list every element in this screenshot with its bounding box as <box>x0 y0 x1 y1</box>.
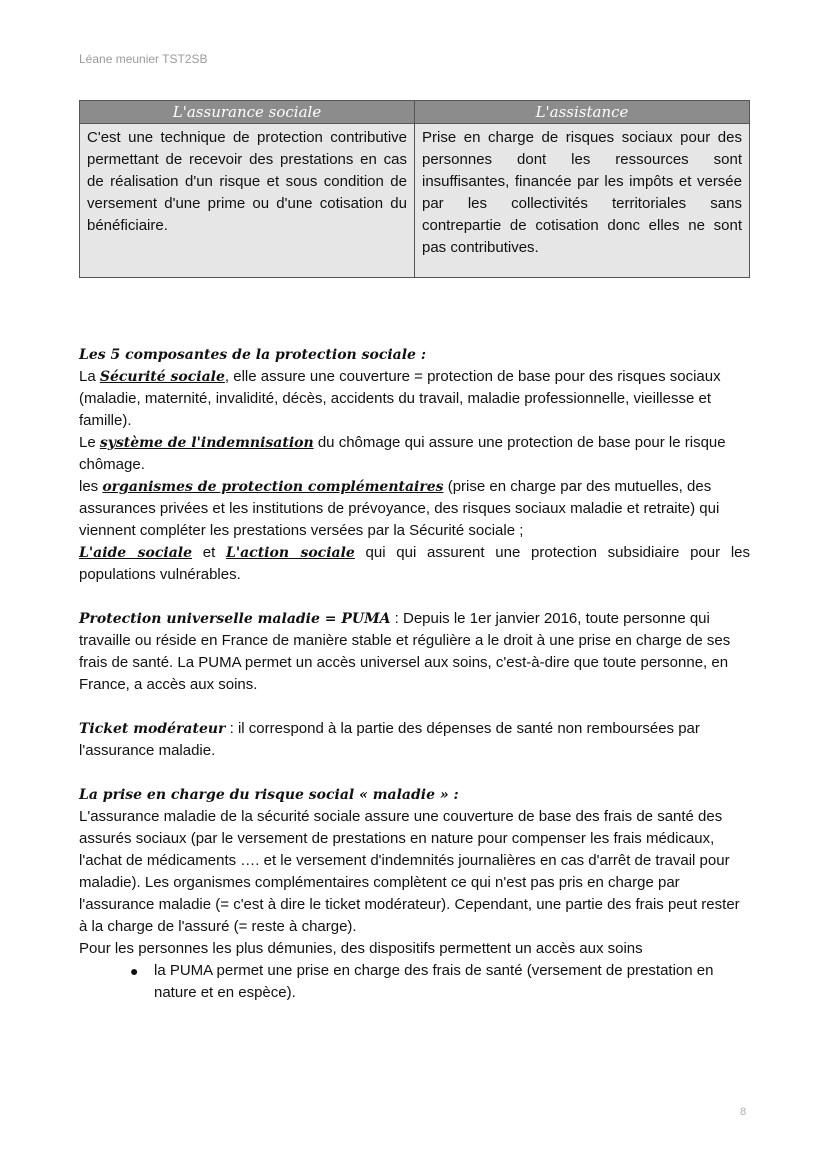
composante-aide-action-sociale: L'aide sociale et L'action sociale qui qui assurent une protection subsidiaire pour les populations vulnérables. <box>79 544 750 583</box>
ticket-title: Ticket modérateur <box>79 721 226 737</box>
term-action-sociale: L'action sociale <box>225 545 355 561</box>
demunies-paragraph: Pour les personnes les plus démunies, des dispositifs permettent un accès aux soins <box>79 940 643 957</box>
main-content <box>79 344 750 1004</box>
maladie-title: La prise en charge du risque social « maladie » : <box>79 787 459 803</box>
dispositifs-list <box>79 960 750 1004</box>
table-cell-assurance: C'est une technique de protection contributive permettant de recevoir des prestations en cas de réalisation d'un risque et sous condition de versement d'une prime ou d'une cotisation du bénéficiaire. <box>80 124 415 278</box>
maladie-paragraph: L'assurance maladie de la sécurité sociale assure une couverture de base des frais de santé des assurés sociaux (par le versement de prestations en nature pour compenser les frais médicaux, l'achat de médicaments …. et le versement d'indemnités journalières en cas d'arrêt de travail pour maladie). Les organismes complémentaires complètent ce qui n'est pas pris en charge par l'assurance maladie (= c'est à dire le ticket modérateur). Cependant, une partie des frais peut rester à la charge de l'assuré (= reste à charge). <box>79 808 740 935</box>
bullet-icon: ● <box>130 963 139 979</box>
puma-paragraph: Protection universelle maladie = PUMA : Depuis le 1er janvier 2016, toute personne qui travaille ou réside en France de manière stable et régulière a le droit à une prise en charge de ses frais de santé. La PUMA permet un accès universel aux soins, c'est-à-dire que toute personne, en France, a accès aux soins. <box>79 610 731 693</box>
list-item: ● la PUMA permet une prise en charge des frais de santé (versement de prestation en nature et en espèce). <box>130 962 714 1001</box>
composante-complementaires: les organismes de protection complémentaires (prise en charge par des mutuelles, des assurances privées et les institutions de prévoyance, des risques sociaux maladie et retraite) qui viennent compléter les prestations versées par la Sécurité sociale ; <box>79 478 720 539</box>
term-indemnisation: système de l'indemnisation <box>99 435 314 451</box>
composante-securite-sociale: La Sécurité sociale, elle assure une couverture = protection de base pour des risques sociaux (maladie, maternité, invalidité, décès, accidents du travail, maladie professionnelle, vieillesse et famille). <box>79 368 721 429</box>
page-number: 8 <box>740 1106 747 1118</box>
term-complementaires: organismes de protection complémentaires <box>102 479 444 495</box>
table-header-assurance: L'assurance sociale <box>80 101 415 124</box>
header-author: Léane meunier TST2SB <box>79 52 208 66</box>
composante-indemnisation: Le système de l'indemnisation du chômage qui assure une protection de base pour le risque chômage. <box>79 434 726 473</box>
term-aide-sociale: L'aide sociale <box>79 545 193 561</box>
term-securite-sociale: Sécurité sociale <box>99 369 225 385</box>
table-cell-assistance: Prise en charge de risques sociaux pour des personnes dont les ressources sont insuffisantes, financée par les impôts et versée par les collectivités territoriales sans contrepartie de cotisation donc elles ne sont pas contributives. <box>415 124 750 278</box>
comparison-table <box>79 100 750 278</box>
table-header-assistance: L'assistance <box>415 101 750 124</box>
composantes-title: Les 5 composantes de la protection sociale : <box>79 347 426 363</box>
puma-title: Protection universelle maladie = PUMA <box>79 611 391 627</box>
ticket-paragraph: Ticket modérateur : il correspond à la partie des dépenses de santé non remboursées par l'assurance maladie. <box>79 720 700 759</box>
